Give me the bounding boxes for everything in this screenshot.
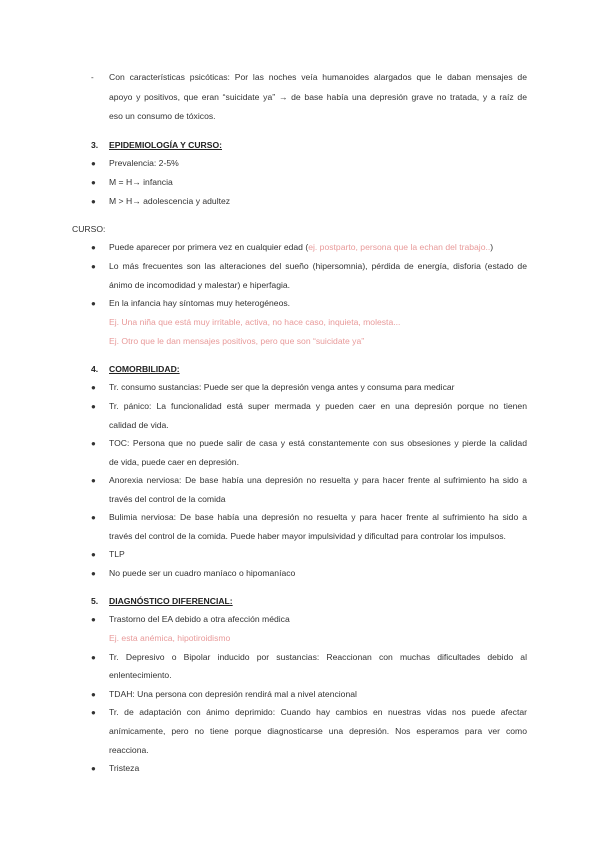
comorbidity-item: TLP (109, 549, 125, 559)
bullet-icon: ● (91, 159, 96, 168)
bullet-icon: ● (91, 197, 96, 206)
diagnosis-item-cont: reacciona. (109, 745, 149, 755)
bullet-icon: ● (91, 262, 96, 271)
curso-item-1: Puede aparecer por primera vez en cualquier edad (ej. postparto, persona que la echan del trabajo..) (109, 242, 494, 252)
curso-item-3: En la infancia hay síntomas muy heterogéneos. (109, 298, 291, 308)
comorbidity-item: Bulimia nerviosa: De base había una depresión no resuelta y para hacer frente al sufrimiento ha sido a (109, 512, 527, 522)
bullet-icon: ● (91, 402, 96, 411)
comorbidity-item: Tr. pánico: La funcionalidad está super mermada y pueden caer en una depresión porque no tienen (109, 401, 527, 411)
bullet-icon: ● (91, 764, 96, 773)
list-item: M > H→ adolescencia y adultez (109, 196, 231, 206)
section-3-number: 3. (91, 140, 99, 150)
intro-line-1: Con características psicóticas: Por las noches veía humanoides alargados que le daban mensajes de (109, 72, 527, 82)
bullet-icon: ● (91, 550, 96, 559)
diagnosis-item: Tristeza (109, 763, 140, 773)
bullet-icon: ● (91, 439, 96, 448)
bullet-icon: ● (91, 299, 96, 308)
bullet-icon: ● (91, 178, 96, 187)
intro-line-2: apoyo y positivos, que eran “suicidate ya” → de base había una depresión grave no tratada, y a raíz de (109, 92, 527, 102)
section-5-number: 5. (91, 596, 99, 606)
section-3-title: EPIDEMIOLOGÍA Y CURSO: (109, 140, 223, 150)
list-item: Prevalencia: 2-5% (109, 158, 179, 168)
bullet-icon: ● (91, 476, 96, 485)
comorbidity-item-cont: través del control de la comida (109, 494, 226, 504)
comorbidity-item: TOC: Persona que no puede salir de casa y está constantemente con sus obsesiones y pierde la calidad (109, 438, 527, 448)
example-text: Ej. Otro que le dan mensajes positivos, pero que son “suicidate ya” (109, 336, 365, 346)
diagnosis-item: TDAH: Una persona con depresión rendirá mal a nivel atencional (109, 689, 357, 699)
comorbidity-item-cont: calidad de vida. (109, 420, 169, 430)
comorbidity-item-cont: de vida, puede caer en depresión. (109, 457, 239, 467)
bullet-icon: ● (91, 708, 96, 717)
section-4-title: COMORBILIDAD: (109, 364, 180, 374)
section-5-title: DIAGNÓSTICO DIFERENCIAL: (109, 596, 233, 606)
bullet-icon: ● (91, 653, 96, 662)
bullet-icon: ● (91, 690, 96, 699)
example-text: ej. postparto, persona que la echan del trabajo.. (308, 242, 491, 252)
bullet-icon: ● (91, 615, 96, 624)
comorbidity-item-cont: través del control de la comida. Puede haber mayor impulsividad y dificultad para controlar los impulsos. (109, 531, 506, 541)
example-text: Ej. Una niña que está muy irritable, activa, no hace caso, inquieta, molesta... (109, 317, 401, 327)
bullet-icon: ● (91, 383, 96, 392)
curso-item-2-line-1: Lo más frecuentes son las alteraciones del sueño (hipersomnia), pérdida de energía, disforia (estado de (109, 261, 527, 271)
list-item: M = H→ infancia (109, 177, 173, 187)
curso-label: CURSO: (72, 224, 106, 234)
example-text: Ej. esta anémica, hipotiroidismo (109, 633, 231, 643)
diagnosis-item: Tr. Depresivo o Bipolar inducido por sustancias: Reaccionan con muchas dificultades debido al (109, 652, 527, 662)
bullet-icon: ● (91, 569, 96, 578)
dash-bullet: - (91, 73, 94, 82)
comorbidity-item: Anorexia nerviosa: De base había una depresión no resuelta y para hacer frente al sufrimiento ha sido a (109, 475, 527, 485)
curso-item-2-line-2: ánimo de incomodidad y malestar) e hiperfagia. (109, 280, 291, 290)
diagnosis-item-cont: anímicamente, pero no tiene porque diagnosticarse una depresión. Nos esperamos para ver como (109, 726, 527, 736)
comorbidity-item: No puede ser un cuadro maníaco o hipomaníaco (109, 568, 296, 578)
bullet-icon: ● (91, 513, 96, 522)
diagnosis-item: Trastorno del EA debido a otra afección médica (109, 614, 290, 624)
comorbidity-item: Tr. consumo sustancias: Puede ser que la depresión venga antes y consuma para medicar (109, 382, 455, 392)
bullet-icon: ● (91, 243, 96, 252)
diagnosis-item: Tr. de adaptación con ánimo deprimido: Cuando hay cambios en nuestras vidas nos puede afectar (109, 707, 527, 717)
diagnosis-item-cont: enlentecimiento. (109, 670, 172, 680)
section-4-number: 4. (91, 364, 99, 374)
intro-line-3: eso un consumo de tóxicos. (109, 111, 216, 121)
